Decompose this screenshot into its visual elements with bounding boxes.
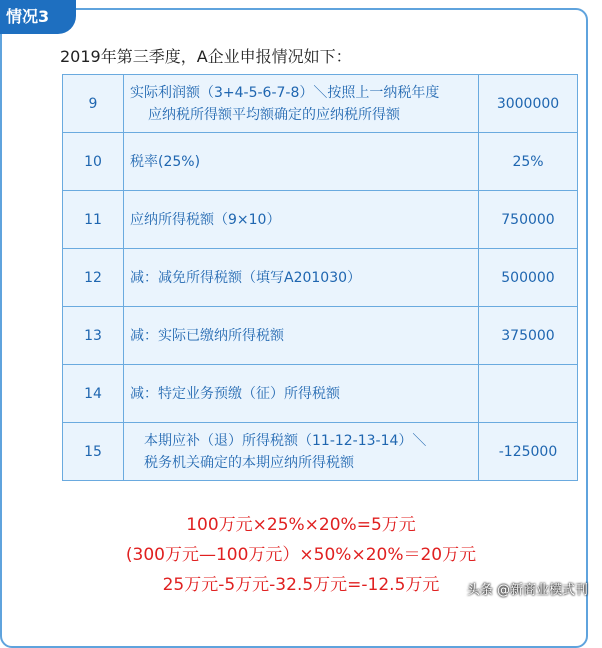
row-value: 500000 <box>479 249 578 307</box>
row-item-line: 减：实际已缴纳所得税额 <box>130 325 472 347</box>
row-item <box>124 75 479 133</box>
intro-text: 2019年第三季度，A企业申报情况如下： <box>60 44 352 67</box>
row-value: 25% <box>479 133 578 191</box>
row-value: 3000000 <box>479 75 578 133</box>
row-item-line: 实际利润额（3+4-5-6-7-8）＼按照上一纳税年度 <box>130 82 472 104</box>
row-value: -125000 <box>479 423 578 481</box>
case-tag: 情况3 <box>0 0 76 34</box>
row-item-line: 本期应补（退）所得税额（11-12-13-14）＼ <box>130 430 472 452</box>
row-item-line: 税务机关确定的本期应纳所得税额 <box>130 452 472 474</box>
table-row <box>63 423 578 481</box>
table-row <box>63 249 578 307</box>
row-number: 14 <box>63 365 124 423</box>
table-row <box>63 307 578 365</box>
row-item-line: 税率(25%) <box>130 151 472 173</box>
table-row <box>63 75 578 133</box>
calc-line-1: 100万元×25%×20%=5万元 <box>0 510 602 535</box>
row-item <box>124 249 479 307</box>
table-row <box>63 133 578 191</box>
row-number: 9 <box>63 75 124 133</box>
row-item-line: 应纳税所得额平均额确定的应纳税所得额 <box>130 104 472 126</box>
row-item <box>124 307 479 365</box>
row-number: 10 <box>63 133 124 191</box>
row-number: 13 <box>63 307 124 365</box>
row-number: 11 <box>63 191 124 249</box>
row-value: 375000 <box>479 307 578 365</box>
watermark: 头条 @新商业模式刊 <box>467 579 588 598</box>
table-row <box>63 365 578 423</box>
row-number: 15 <box>63 423 124 481</box>
row-item-line: 应纳所得税额（9×10） <box>130 209 472 231</box>
row-item <box>124 133 479 191</box>
table-row <box>63 191 578 249</box>
tax-table <box>62 74 578 481</box>
row-item <box>124 365 479 423</box>
row-item-line: 减：减免所得税额（填写A201030） <box>130 267 472 289</box>
calc-line-2: (300万元—100万元）×50%×20%＝20万元 <box>0 540 602 565</box>
row-value <box>479 365 578 423</box>
row-number: 12 <box>63 249 124 307</box>
row-value: 750000 <box>479 191 578 249</box>
row-item <box>124 423 479 481</box>
row-item <box>124 191 479 249</box>
row-item-line: 减：特定业务预缴（征）所得税额 <box>130 383 472 405</box>
calc-line-3: 25万元-5万元-32.5万元=-12.5万元 <box>0 570 602 595</box>
